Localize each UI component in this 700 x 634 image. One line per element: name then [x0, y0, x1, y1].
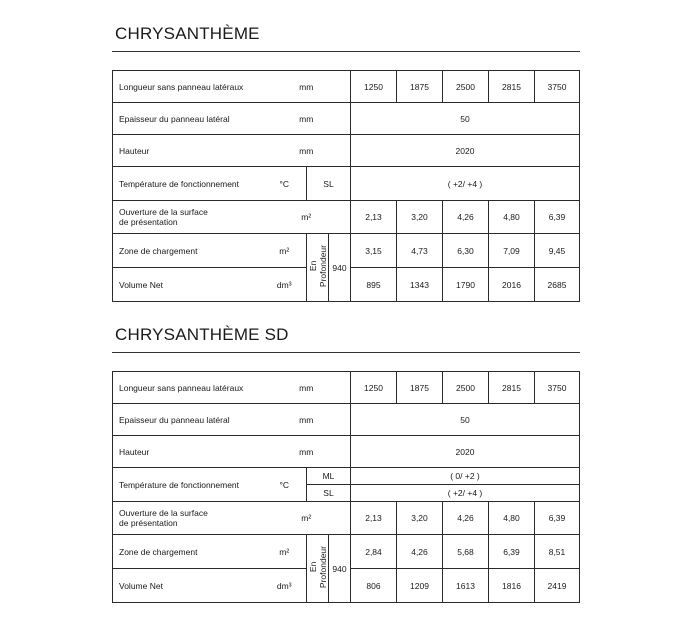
length-value: 2500	[443, 71, 489, 103]
table-row	[113, 372, 580, 404]
length-value: 1875	[397, 71, 443, 103]
length-value: 2815	[489, 372, 535, 404]
temp-unit: °C	[263, 468, 307, 502]
table-row	[113, 167, 580, 201]
volume-unit: dm³	[263, 569, 307, 603]
temp-value: ( +2/ +4 )	[351, 167, 580, 201]
volume-label: Volume Net	[113, 569, 263, 603]
length-value: 1250	[351, 372, 397, 404]
temp-value: ( +2/ +4 )	[351, 485, 580, 502]
volume-value: 1816	[489, 569, 535, 603]
loading-value: 9,45	[535, 234, 580, 268]
temp-label: Température de fonctionnement	[113, 167, 263, 201]
opening-label-line: Ouverture de la surface	[119, 508, 208, 518]
length-label: Longueur sans panneau latéraux	[113, 71, 263, 103]
loading-value: 4,26	[397, 535, 443, 569]
loading-value: 4,73	[397, 234, 443, 268]
opening-value: 4,26	[443, 201, 489, 234]
table-row	[113, 201, 580, 234]
length-value: 1250	[351, 71, 397, 103]
length-value: 2500	[443, 372, 489, 404]
table-row	[113, 535, 580, 569]
title-rule	[112, 51, 580, 52]
loading-label: Zone de chargement	[113, 535, 263, 569]
temp-mode: ML	[307, 468, 351, 485]
table-row	[113, 436, 580, 468]
height-unit: mm	[263, 135, 351, 167]
length-value: 3750	[535, 71, 580, 103]
spec-table	[112, 70, 580, 302]
length-unit: mm	[263, 372, 351, 404]
opening-value: 4,80	[489, 201, 535, 234]
depth-label-line: En	[307, 261, 318, 272]
side-label: Epaisseur du panneau latéral	[113, 103, 263, 135]
depth-value: 940	[329, 234, 351, 302]
loading-value: 6,39	[489, 535, 535, 569]
loading-unit: m²	[263, 234, 307, 268]
title-rule	[112, 352, 580, 353]
depth-label-line: En	[307, 562, 318, 573]
depth-label	[307, 234, 329, 302]
height-label: Hauteur	[113, 436, 263, 468]
length-value: 3750	[535, 372, 580, 404]
table-row	[113, 135, 580, 167]
volume-value: 1209	[397, 569, 443, 603]
temp-mode: SL	[307, 167, 351, 201]
volume-value: 1343	[397, 268, 443, 302]
loading-unit: m²	[263, 535, 307, 569]
opening-value: 4,80	[489, 502, 535, 535]
temp-unit: °C	[263, 167, 307, 201]
side-value: 50	[351, 103, 580, 135]
temp-value: ( 0/ +2 )	[351, 468, 580, 485]
height-value: 2020	[351, 436, 580, 468]
table-row	[113, 234, 580, 268]
opening-value: 2,13	[351, 502, 397, 535]
depth-label-line: Profondeur	[317, 546, 328, 589]
table-row	[113, 404, 580, 436]
loading-value: 6,30	[443, 234, 489, 268]
length-value: 1875	[397, 372, 443, 404]
volume-value: 806	[351, 569, 397, 603]
temp-mode: SL	[307, 485, 351, 502]
depth-label-text	[308, 245, 328, 287]
opening-value: 6,39	[535, 502, 580, 535]
volume-value: 2016	[489, 268, 535, 302]
volume-label: Volume Net	[113, 268, 263, 302]
table-row	[113, 103, 580, 135]
opening-label-line: de présentation	[119, 518, 178, 528]
volume-value: 1613	[443, 569, 489, 603]
opening-value: 3,20	[397, 502, 443, 535]
temp-label: Température de fonctionnement	[113, 468, 263, 502]
opening-value: 6,39	[535, 201, 580, 234]
side-unit: mm	[263, 103, 351, 135]
opening-label	[113, 502, 263, 535]
length-value: 2815	[489, 71, 535, 103]
opening-value: 2,13	[351, 201, 397, 234]
volume-value: 1790	[443, 268, 489, 302]
depth-label-text	[308, 546, 328, 588]
length-label: Longueur sans panneau latéraux	[113, 372, 263, 404]
height-unit: mm	[263, 436, 351, 468]
spec-table	[112, 371, 580, 603]
loading-value: 5,68	[443, 535, 489, 569]
opening-unit: m²	[263, 502, 351, 535]
side-value: 50	[351, 404, 580, 436]
depth-label	[307, 535, 329, 603]
loading-value: 7,09	[489, 234, 535, 268]
volume-value: 2419	[535, 569, 580, 603]
loading-label: Zone de chargement	[113, 234, 263, 268]
volume-value: 2685	[535, 268, 580, 302]
depth-value: 940	[329, 535, 351, 603]
opening-label	[113, 201, 263, 234]
opening-label-line: Ouverture de la surface	[119, 207, 208, 217]
table-row	[113, 71, 580, 103]
table-title: CHRYSANTHÈME	[115, 24, 260, 43]
opening-unit: m²	[263, 201, 351, 234]
length-unit: mm	[263, 71, 351, 103]
volume-unit: dm³	[263, 268, 307, 302]
volume-value: 895	[351, 268, 397, 302]
depth-label-line: Profondeur	[317, 245, 328, 288]
opening-value: 3,20	[397, 201, 443, 234]
side-unit: mm	[263, 404, 351, 436]
table-row	[113, 468, 580, 485]
table-title: CHRYSANTHÈME SD	[115, 325, 289, 344]
loading-value: 2,84	[351, 535, 397, 569]
loading-value: 8,51	[535, 535, 580, 569]
height-label: Hauteur	[113, 135, 263, 167]
opening-label-line: de présentation	[119, 217, 178, 227]
height-value: 2020	[351, 135, 580, 167]
opening-value: 4,26	[443, 502, 489, 535]
table-row	[113, 502, 580, 535]
side-label: Epaisseur du panneau latéral	[113, 404, 263, 436]
loading-value: 3,15	[351, 234, 397, 268]
